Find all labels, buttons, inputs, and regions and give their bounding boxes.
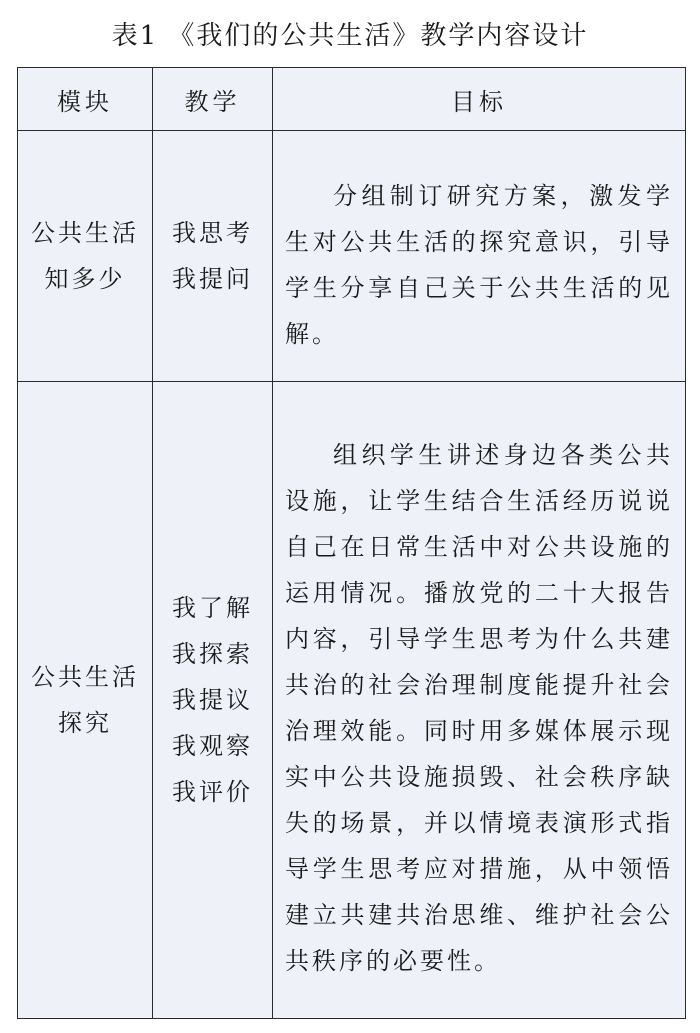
teaching-item: 我探索 (172, 640, 253, 668)
module-line: 公共生活 (31, 663, 139, 691)
teaching-cell (153, 382, 273, 1019)
teaching-item: 我观察 (172, 732, 253, 760)
module-cell (18, 382, 153, 1019)
teaching-item: 我思考 (172, 219, 253, 247)
header-teaching: 教学 (153, 68, 273, 131)
teaching-item: 我提议 (172, 686, 253, 714)
teaching-design-table (17, 67, 686, 1019)
table-title: 表1 《我们的公共生活》教学内容设计 (111, 21, 589, 51)
teaching-item: 我提问 (172, 265, 253, 293)
module-line: 知多少 (44, 265, 126, 293)
table-header-row (18, 68, 686, 131)
teaching-item: 我了解 (172, 594, 253, 622)
table-row (18, 382, 686, 1019)
goal-text: 分组制订研究方案，激发学生对公共生活的探究意识，引导学生分享自己关于公共生活的见解。 (285, 182, 673, 348)
module-cell (18, 131, 153, 382)
goal-cell (273, 131, 686, 382)
header-goal: 目标 (273, 68, 686, 131)
teaching-cell (153, 131, 273, 382)
goal-cell (273, 382, 686, 1019)
module-line: 公共生活 (31, 219, 139, 247)
header-module: 模块 (18, 68, 153, 131)
teaching-item: 我评价 (172, 778, 253, 806)
module-line: 探究 (58, 709, 112, 737)
table-row (18, 131, 686, 382)
goal-text: 组织学生讲述身边各类公共设施，让学生结合生活经历说说自己在日常生活中对公共设施的运用情况。播放党的二十大报告内容，引导学生思考为什么共建共治的社会治理制度能提升社会治理效能。同时用多媒体展示现实中公共设施损毁、社会秩序缺失的场景，并以情境表演形式指导学生思考应对措施，从中领悟建立共建共治思维、维护社会公共秩序的必要性。 (285, 441, 673, 975)
